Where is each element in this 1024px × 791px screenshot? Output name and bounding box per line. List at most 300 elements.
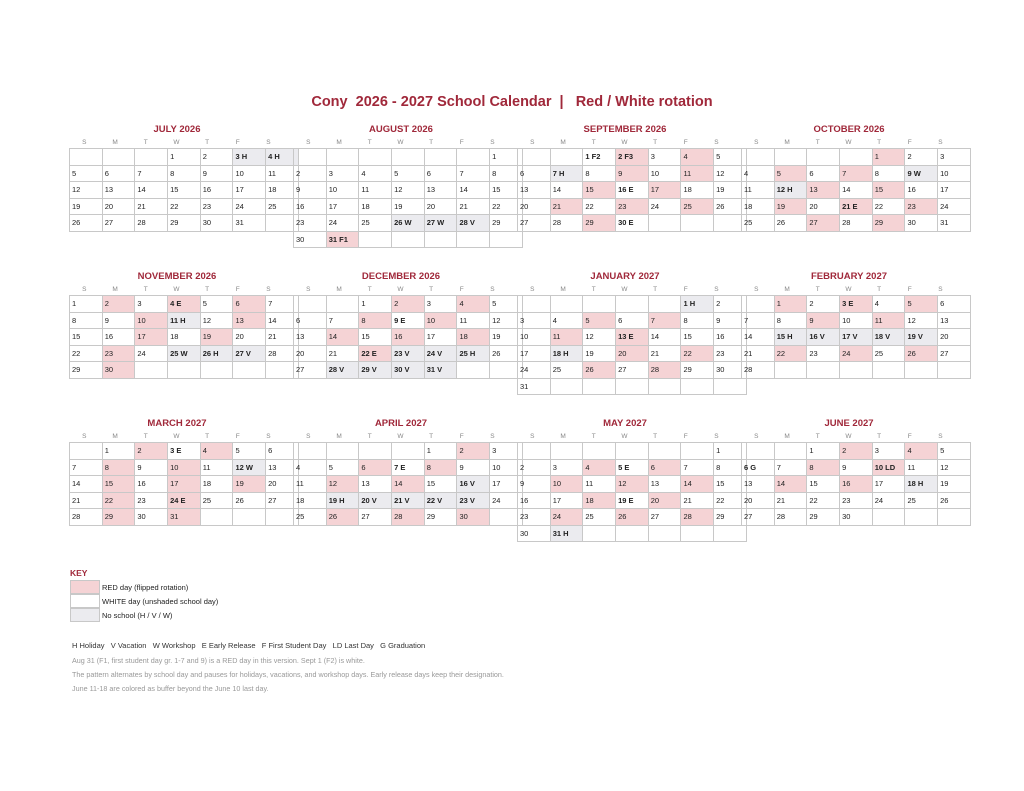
day-cell — [102, 149, 135, 166]
weekday-label: M — [336, 138, 342, 146]
week-row — [294, 296, 523, 313]
week-row — [294, 215, 523, 232]
weekday-label: S — [938, 432, 943, 440]
day-cell — [583, 378, 616, 395]
weekday-label: S — [754, 138, 759, 146]
day-cell: 1 — [70, 296, 103, 313]
weekday-label: S — [754, 432, 759, 440]
weekday-label: T — [591, 285, 596, 293]
day-cell: 19 — [774, 198, 807, 215]
week-row — [70, 476, 299, 493]
weekday-label: F — [459, 432, 464, 440]
day-cell: 25 — [872, 345, 905, 362]
week-row — [742, 509, 971, 526]
day-cell — [742, 149, 775, 166]
day-cell: 12 — [70, 182, 103, 199]
day-cell: 22 — [583, 198, 616, 215]
day-cell: 29 — [102, 509, 135, 526]
weekday-label: T — [591, 432, 596, 440]
day-cell: 3 — [938, 149, 971, 166]
day-cell: 17 V — [840, 329, 873, 346]
day-cell: 7 — [774, 459, 807, 476]
weekday-header — [517, 430, 733, 442]
day-cell — [681, 443, 714, 460]
day-cell — [583, 296, 616, 313]
day-cell: 20 — [294, 345, 327, 362]
weekday-header — [517, 136, 733, 148]
weekday-label: T — [591, 138, 596, 146]
day-cell: 25 — [681, 198, 714, 215]
day-cell — [550, 443, 583, 460]
month-grid — [517, 295, 747, 395]
weekday-label: T — [815, 432, 820, 440]
day-cell: 29 — [872, 215, 905, 232]
day-cell: 3 — [518, 312, 551, 329]
day-cell: 19 V — [905, 329, 938, 346]
day-cell: 23 — [102, 345, 135, 362]
day-cell: 21 V — [392, 492, 425, 509]
weekday-label: W — [621, 138, 628, 146]
day-cell: 13 — [102, 182, 135, 199]
day-cell: 29 — [807, 509, 840, 526]
day-cell: 17 — [424, 329, 457, 346]
month-title: AUGUST 2026 — [369, 124, 433, 135]
day-cell: 13 — [266, 459, 299, 476]
day-cell: 10 — [326, 182, 359, 199]
key-section — [70, 568, 218, 622]
weekday-label: T — [815, 285, 820, 293]
weekday-label: S — [306, 285, 311, 293]
day-cell: 5 — [70, 165, 103, 182]
day-cell: 27 W — [424, 215, 457, 232]
week-row — [294, 509, 523, 526]
weekday-label: M — [336, 432, 342, 440]
day-cell: 2 — [840, 443, 873, 460]
week-row — [742, 329, 971, 346]
day-cell: 22 — [102, 492, 135, 509]
weekday-label: S — [938, 138, 943, 146]
week-row — [742, 312, 971, 329]
weekday-label: T — [143, 285, 148, 293]
day-cell: 9 — [294, 182, 327, 199]
day-cell — [518, 443, 551, 460]
day-cell — [392, 149, 425, 166]
day-cell: 20 — [424, 198, 457, 215]
week-row — [518, 182, 747, 199]
day-cell: 13 — [294, 329, 327, 346]
weekday-label: S — [82, 138, 87, 146]
day-cell: 21 — [266, 329, 299, 346]
day-cell: 30 — [102, 362, 135, 379]
day-cell: 18 — [266, 182, 299, 199]
day-cell: 16 — [294, 198, 327, 215]
day-cell: 10 — [168, 459, 201, 476]
day-cell: 31 F1 — [326, 231, 359, 248]
day-cell: 7 — [70, 459, 103, 476]
day-cell: 25 — [266, 198, 299, 215]
month-grid — [741, 442, 971, 526]
week-row — [70, 215, 299, 232]
day-cell: 7 — [840, 165, 873, 182]
day-cell: 23 — [807, 345, 840, 362]
day-cell: 24 — [550, 509, 583, 526]
weekday-label: W — [397, 138, 404, 146]
day-cell: 7 — [135, 165, 168, 182]
week-row — [742, 492, 971, 509]
week-row — [294, 231, 523, 248]
day-cell: 4 H — [266, 149, 299, 166]
day-cell: 11 — [583, 476, 616, 493]
day-cell: 20 — [518, 198, 551, 215]
day-cell: 24 — [135, 345, 168, 362]
weekday-label: S — [530, 432, 535, 440]
day-cell: 25 — [905, 492, 938, 509]
day-cell: 15 — [359, 329, 392, 346]
red-swatch — [70, 580, 100, 594]
day-cell: 12 — [200, 312, 233, 329]
day-cell: 31 H — [550, 525, 583, 542]
weekday-label: S — [266, 285, 271, 293]
week-row — [294, 476, 523, 493]
day-cell: 26 — [714, 198, 747, 215]
month-grid — [69, 442, 299, 526]
day-cell: 28 — [392, 509, 425, 526]
day-cell: 26 — [774, 215, 807, 232]
day-cell — [648, 215, 681, 232]
day-cell: 29 — [70, 362, 103, 379]
month-title: DECEMBER 2026 — [361, 271, 441, 282]
month-title: APRIL 2027 — [374, 418, 428, 429]
day-cell: 17 — [648, 182, 681, 199]
day-cell: 2 — [135, 443, 168, 460]
day-cell: 18 — [359, 198, 392, 215]
day-cell: 29 V — [359, 362, 392, 379]
day-cell — [392, 231, 425, 248]
week-row — [518, 492, 747, 509]
day-cell: 28 — [648, 362, 681, 379]
weekday-label: W — [621, 285, 628, 293]
day-cell — [714, 378, 747, 395]
day-cell: 14 — [681, 476, 714, 493]
day-cell: 25 — [294, 509, 327, 526]
day-cell: 24 E — [168, 492, 201, 509]
day-cell: 21 — [774, 492, 807, 509]
day-cell: 23 — [616, 198, 649, 215]
day-cell: 19 — [938, 476, 971, 493]
day-cell — [424, 231, 457, 248]
day-cell: 5 — [392, 165, 425, 182]
weekday-label: W — [845, 138, 852, 146]
weekday-label: S — [714, 432, 719, 440]
day-cell — [200, 362, 233, 379]
day-cell: 27 — [102, 215, 135, 232]
week-row — [70, 492, 299, 509]
weekday-label: S — [530, 285, 535, 293]
day-cell: 31 — [233, 215, 266, 232]
month-grid — [517, 148, 747, 232]
day-cell: 1 — [102, 443, 135, 460]
day-cell: 26 H — [200, 345, 233, 362]
day-cell — [168, 362, 201, 379]
day-cell: 18 — [457, 329, 490, 346]
day-cell: 18 — [294, 492, 327, 509]
weekday-label: M — [560, 432, 566, 440]
day-cell: 27 — [616, 362, 649, 379]
weekday-label: F — [459, 138, 464, 146]
day-cell: 22 — [681, 345, 714, 362]
weekday-label: T — [367, 285, 372, 293]
day-cell: 8 — [714, 459, 747, 476]
day-cell — [233, 509, 266, 526]
day-cell — [616, 443, 649, 460]
day-cell: 5 E — [616, 459, 649, 476]
day-cell — [681, 525, 714, 542]
day-cell: 23 — [905, 198, 938, 215]
day-cell: 25 — [550, 362, 583, 379]
weekday-label: M — [560, 138, 566, 146]
month-title: MAY 2027 — [603, 418, 647, 429]
weekday-label: F — [235, 432, 240, 440]
day-cell: 6 — [233, 296, 266, 313]
day-cell: 21 — [135, 198, 168, 215]
week-row — [518, 215, 747, 232]
day-cell: 24 — [233, 198, 266, 215]
day-cell: 27 — [807, 215, 840, 232]
day-cell: 3 — [424, 296, 457, 313]
day-cell — [294, 443, 327, 460]
month-calendar — [69, 416, 285, 526]
day-cell: 23 — [714, 345, 747, 362]
weekday-header — [741, 136, 957, 148]
weekday-label: W — [845, 432, 852, 440]
day-cell: 1 — [807, 443, 840, 460]
week-row — [294, 362, 523, 379]
day-cell — [457, 231, 490, 248]
day-cell: 2 — [200, 149, 233, 166]
day-cell: 16 — [135, 476, 168, 493]
month-grid — [741, 295, 971, 379]
week-row — [518, 443, 747, 460]
weekday-label: F — [683, 432, 688, 440]
day-cell: 17 — [233, 182, 266, 199]
day-cell: 3 E — [840, 296, 873, 313]
week-row — [518, 459, 747, 476]
note-line: Aug 31 (F1, first student day gr. 1-7 and 9) is a RED day in this version. Sept 1 (F2) is white. — [72, 656, 365, 665]
key-title: KEY — [70, 568, 88, 578]
day-cell: 20 — [616, 345, 649, 362]
day-cell: 18 — [742, 198, 775, 215]
day-cell: 20 — [102, 198, 135, 215]
weekday-label: M — [336, 285, 342, 293]
day-cell: 1 H — [681, 296, 714, 313]
day-cell: 25 W — [168, 345, 201, 362]
day-cell — [583, 525, 616, 542]
weekday-label: F — [907, 432, 912, 440]
day-cell: 6 — [294, 312, 327, 329]
day-cell: 23 — [294, 215, 327, 232]
weekday-header — [741, 283, 957, 295]
day-cell — [905, 362, 938, 379]
day-cell: 9 — [102, 312, 135, 329]
day-cell: 31 V — [424, 362, 457, 379]
day-cell: 18 — [200, 476, 233, 493]
day-cell: 27 — [359, 509, 392, 526]
day-cell: 5 — [938, 443, 971, 460]
day-cell: 9 — [200, 165, 233, 182]
day-cell: 17 — [550, 492, 583, 509]
day-cell: 27 — [518, 215, 551, 232]
day-cell — [135, 149, 168, 166]
weekday-label: T — [367, 432, 372, 440]
week-row — [518, 362, 747, 379]
day-cell: 14 — [135, 182, 168, 199]
weekday-label: T — [143, 432, 148, 440]
weekday-label: S — [938, 285, 943, 293]
day-cell: 5 — [774, 165, 807, 182]
day-cell: 23 — [840, 492, 873, 509]
day-cell: 26 — [583, 362, 616, 379]
weekday-label: F — [683, 138, 688, 146]
day-cell — [550, 296, 583, 313]
day-cell — [616, 296, 649, 313]
day-cell: 12 — [714, 165, 747, 182]
day-cell: 23 V — [392, 345, 425, 362]
day-cell — [550, 149, 583, 166]
day-cell: 6 — [359, 459, 392, 476]
day-cell: 25 — [200, 492, 233, 509]
day-cell: 8 — [807, 459, 840, 476]
day-cell — [807, 362, 840, 379]
day-cell: 17 — [168, 476, 201, 493]
month-grid — [293, 442, 523, 526]
day-cell: 24 V — [424, 345, 457, 362]
day-cell: 23 — [518, 509, 551, 526]
day-cell: 15 — [490, 182, 523, 199]
week-row — [742, 476, 971, 493]
month-grid — [293, 148, 523, 248]
day-cell: 10 — [233, 165, 266, 182]
weekday-header — [293, 283, 509, 295]
day-cell: 28 V — [457, 215, 490, 232]
day-cell: 30 — [135, 509, 168, 526]
day-cell — [648, 378, 681, 395]
day-cell: 15 — [168, 182, 201, 199]
day-cell: 18 V — [872, 329, 905, 346]
week-row — [294, 198, 523, 215]
day-cell: 30 — [840, 509, 873, 526]
key-row-red — [70, 580, 218, 594]
day-cell — [490, 231, 523, 248]
week-row — [518, 345, 747, 362]
day-cell: 26 — [326, 509, 359, 526]
week-row — [518, 476, 747, 493]
month-calendar — [517, 416, 733, 542]
day-cell: 21 — [742, 345, 775, 362]
day-cell: 24 — [326, 215, 359, 232]
week-row — [294, 312, 523, 329]
month-calendar — [741, 269, 957, 379]
day-cell: 8 — [872, 165, 905, 182]
day-cell: 20 — [648, 492, 681, 509]
day-cell: 11 — [200, 459, 233, 476]
month-grid — [69, 295, 299, 379]
day-cell: 13 — [648, 476, 681, 493]
day-cell: 4 — [550, 312, 583, 329]
week-row — [294, 345, 523, 362]
day-cell: 25 — [583, 509, 616, 526]
day-cell: 20 V — [359, 492, 392, 509]
month-grid — [69, 148, 299, 232]
day-cell: 16 — [102, 329, 135, 346]
day-cell: 16 — [905, 182, 938, 199]
week-row — [518, 525, 747, 542]
day-cell: 15 — [70, 329, 103, 346]
day-cell: 2 — [102, 296, 135, 313]
day-cell: 24 — [872, 492, 905, 509]
day-cell: 5 — [583, 312, 616, 329]
day-cell: 7 — [648, 312, 681, 329]
day-cell: 28 V — [326, 362, 359, 379]
day-cell: 16 V — [457, 476, 490, 493]
day-cell: 30 — [905, 215, 938, 232]
weekday-label: T — [653, 285, 658, 293]
day-cell: 15 H — [774, 329, 807, 346]
day-cell: 1 F2 — [583, 149, 616, 166]
week-row — [294, 182, 523, 199]
day-cell — [872, 509, 905, 526]
week-row — [518, 149, 747, 166]
day-cell: 20 — [742, 492, 775, 509]
day-cell: 22 V — [424, 492, 457, 509]
day-cell — [457, 362, 490, 379]
day-cell: 13 — [359, 476, 392, 493]
day-cell: 11 — [742, 182, 775, 199]
day-cell: 8 — [583, 165, 616, 182]
day-cell: 3 — [648, 149, 681, 166]
day-cell: 21 — [70, 492, 103, 509]
day-cell: 14 — [266, 312, 299, 329]
day-cell: 2 — [518, 459, 551, 476]
month-calendar — [293, 416, 509, 526]
day-cell: 9 — [457, 459, 490, 476]
month-grid — [741, 148, 971, 232]
day-cell: 28 — [840, 215, 873, 232]
weekday-label: T — [877, 285, 882, 293]
day-cell: 8 — [774, 312, 807, 329]
day-cell: 28 — [135, 215, 168, 232]
day-cell: 14 — [840, 182, 873, 199]
day-cell: 29 — [714, 509, 747, 526]
weekday-label: S — [82, 285, 87, 293]
day-cell — [457, 149, 490, 166]
week-row — [70, 509, 299, 526]
day-cell: 9 E — [392, 312, 425, 329]
day-cell — [905, 509, 938, 526]
day-cell: 12 H — [774, 182, 807, 199]
day-cell: 3 — [135, 296, 168, 313]
day-cell: 3 E — [168, 443, 201, 460]
day-cell: 18 H — [905, 476, 938, 493]
day-cell: 19 — [714, 182, 747, 199]
day-cell: 19 — [200, 329, 233, 346]
day-cell: 23 V — [457, 492, 490, 509]
day-cell: 5 — [233, 443, 266, 460]
weekday-label: S — [714, 138, 719, 146]
day-cell: 9 W — [905, 165, 938, 182]
day-cell: 6 — [424, 165, 457, 182]
day-cell: 10 — [490, 459, 523, 476]
day-cell: 27 — [938, 345, 971, 362]
